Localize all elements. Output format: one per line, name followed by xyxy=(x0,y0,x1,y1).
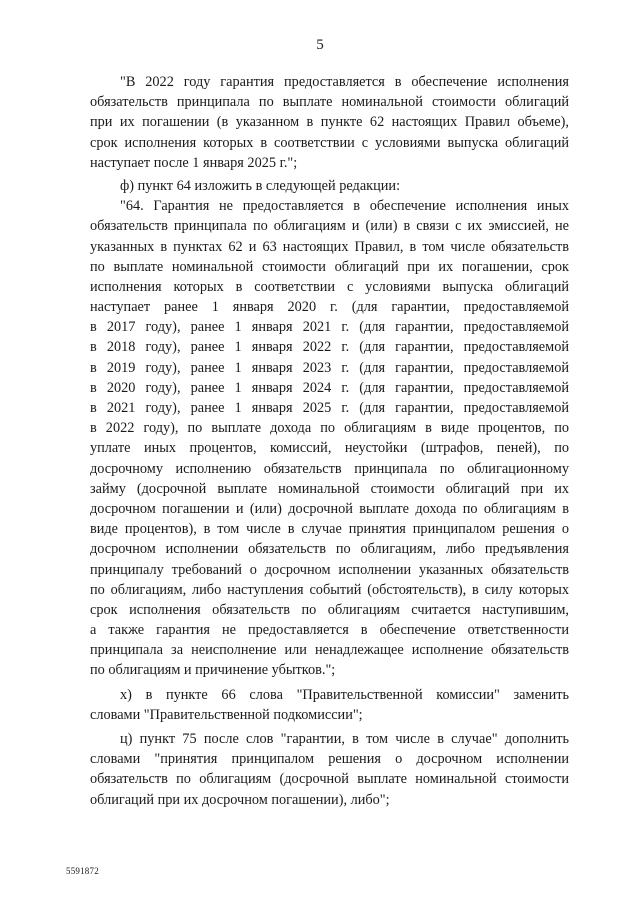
document-body xyxy=(90,72,569,810)
text-line: в 2021 году), ранее 1 января 2025 г. (для гарантии, предоставляемой xyxy=(90,400,569,416)
text-line: "В 2022 году гарантия предоставляется в обеспечение исполнения xyxy=(120,74,569,90)
text-line: исполнения которых в соответствии с условиями выпуска облигаций xyxy=(90,278,569,295)
text-line: обязательств принципала по облигациям и (или) в связи с их эмиссией, не xyxy=(90,218,569,235)
text-line: в 2018 году), ранее 1 января 2022 г. (для гарантии, предоставляемой xyxy=(90,339,569,356)
text-line: словами "Правительственной подкомиссии"; xyxy=(90,706,363,723)
text-line: срок исполнения которых в соответствии с условиями выпуска облигаций xyxy=(90,134,569,151)
text-line: в 2020 году), ранее 1 января 2024 г. (для гарантии, предоставляемой xyxy=(90,379,569,396)
text-line: по облигациям и причинение убытков."; xyxy=(90,662,336,679)
text-line: указанных в пунктах 62 и 63 настоящих Правил, в том числе обязательств xyxy=(90,238,569,255)
text-line: уплате иных процентов, комиссий, неустойки (штрафов, пеней), по xyxy=(90,440,569,457)
text-line: наступает ранее 1 января 2020 г. (для гарантии, предоставляемой xyxy=(90,299,569,316)
text-line: ц) пункт 75 после слов "гарантии, в том числе в случае" дополнить xyxy=(120,731,569,747)
text-line: при их погашении (в указанном в пункте 62 настоящих Правил объеме), xyxy=(90,114,569,131)
text-line: виде процентов), в том числе в случае принятия принципалом решения о xyxy=(90,521,569,538)
text-line: облигаций при их досрочном погашении), либо"; xyxy=(90,791,390,808)
text-line: в 2019 году), ранее 1 января 2023 г. (для гарантии, предоставляемой xyxy=(90,359,569,376)
text-line: обязательств по облигациям (досрочной выплате номинальной стоимости xyxy=(90,771,569,788)
text-line: х) в пункте 66 слова "Правительственной комиссии" заменить xyxy=(120,686,569,703)
text-line: наступает после 1 января 2025 г."; xyxy=(90,154,298,171)
text-line: займу (досрочной выплате номинальной стоимости облигаций при их xyxy=(90,480,569,497)
text-line: по выплате номинальной стоимости облигаций при их погашении, срок xyxy=(90,258,569,275)
text-line: досрочном погашении и (или) досрочной выплате дохода по облигациям в xyxy=(90,500,569,517)
text-line: ф) пункт 64 изложить в следующей редакции: xyxy=(120,177,401,194)
text-line: по облигациям, либо наступления событий (обстоятельств), в силу которых xyxy=(90,581,569,598)
text-line: в 2022 году), по выплате дохода по облигациям в виде процентов, по xyxy=(90,420,569,437)
text-line: обязательств принципала по выплате номинальной стоимости облигаций xyxy=(90,94,569,111)
text-line: досрочному исполнению обязательств принципала по облигационному xyxy=(90,460,569,477)
text-line: срок исполнения обязательств по облигациям считается наступившим, xyxy=(90,601,569,618)
page-number: 5 xyxy=(316,37,324,53)
text-line: досрочном исполнении обязательств по облигациям, либо предъявления xyxy=(90,541,569,558)
text-line: словами "принятия принципалом решения о досрочном исполнении xyxy=(90,751,569,768)
text-line: принципала за неисполнение или ненадлежащее исполнение обязательств xyxy=(90,642,569,659)
text-line: в 2017 году), ранее 1 января 2021 г. (для гарантии, предоставляемой xyxy=(90,319,569,336)
document-code: 5591872 xyxy=(66,866,99,876)
text-line: "64. Гарантия не предоставляется в обеспечение исполнения иных xyxy=(120,198,569,215)
text-line: принципалу требований о досрочном исполнении указанных обязательств xyxy=(90,561,569,578)
text-line: а также гарантия не предоставляется в обеспечение ответственности xyxy=(90,622,569,639)
